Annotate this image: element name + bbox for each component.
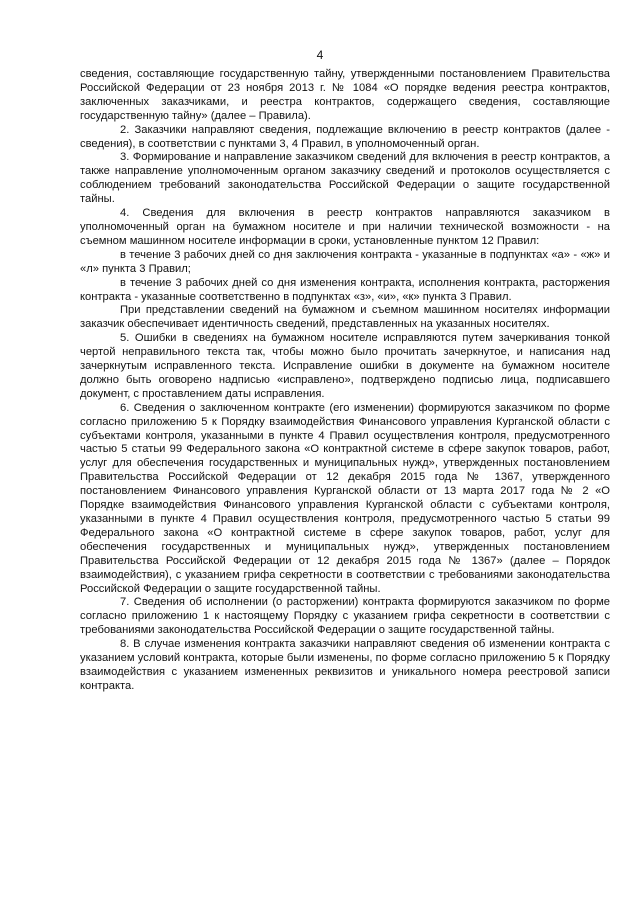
paragraph-6: 6. Сведения о заключенном контракте (его изменении) формируются заказчиком по форме согласно приложению 5 к Порядку взаимодействия Финансового управления Курганской области с субъектами контроля, указанными в пункте 4 Правил осуществления контроля, предусмотренного частью 5 статьи 99 Федерального закона «О контрактной системе в сфере закупок товаров, работ, услуг для обеспечения государственных и муниципальных нужд», утвержденных постановлением Правительства Российской Федерации от 12 декабря 2015 года № 1367, утвержденного постановлением Финансового управления Курганской области от 13 марта 2017 года № 2 «О Порядке взаимодействия Финансового управления Курганской области с субъектами контроля, указанными в пункте 4 Правил осуществления контроля, предусмотренного частью 5 статьи 99 Федерального закона «О контрактной системе в сфере закупок товаров, работ, услуг для обеспечения государственных и муниципальных нужд», утвержденных постановлением Правительства Российской Федерации от 12 декабря 2015 года № 1367» (далее – Порядок взаимодействия), с указанием грифа секретности в соответствии с требованиями законодательства Российской Федерации о защите государственной тайны.: [80, 401, 610, 595]
paragraph-4: 4. Сведения для включения в реестр контрактов направляются заказчиком в уполномоченный орган на бумажном носителе и при наличии технической возможности - на съемном машинном носителе информации в сроки, установленные пунктом 12 Правил:: [80, 207, 610, 247]
paragraph-8: 8. В случае изменения контракта заказчики направляют сведения об изменении контракта с указанием условий контракта, которые были изменены, по форме согласно приложению 5 к Порядку взаимодействия с указанием измененных реквизитов и уникального номера реестровой записи контракта.: [80, 638, 610, 692]
document-body: [80, 68, 610, 694]
paragraph-3: 3. Формирование и направление заказчиком сведений для включения в реестр контрактов, а также направление уполномоченным органом заказчику сведений и протоколов осуществляется с соблюдением требований законодательства Российской Федерации о защите государственной тайны.: [80, 151, 610, 206]
paragraph-5: 5. Ошибки в сведениях на бумажном носителе исправляются путем зачеркивания тонкой чертой неправильного текста так, чтобы можно было прочитать зачеркнутое, и написания над зачеркнутым исправленного текста. Исправление ошибки в документе на бумажном носителе должно быть оговорено надписью «исправлено», подтверждено подписью лица, подписавшего документ, с проставлением даты исправления.: [80, 332, 610, 400]
paragraph-2: 2. Заказчики направляют сведения, подлежащие включению в реестр контрактов (далее - сведения), в соответствии с пунктами 3, 4 Правил, в уполномоченный орган.: [80, 123, 610, 150]
page-number: 4: [316, 48, 324, 62]
paragraph-1-continuation: сведения, составляющие государственную тайну, утвержденными постановлением Правительства Российской Федерации от 23 ноября 2013 г. № 1084 «О порядке ведения реестра контрактов, заключенных заказчиками, и реестра контрактов, содержащего сведения, составляющие государственную тайну» (далее – Правила).: [80, 68, 610, 122]
paragraph-7: 7. Сведения об исполнении (о расторжении) контракта формируются заказчиком по форме согласно приложению 1 к настоящему Порядку с указанием грифа секретности в соответствии с требованиями законодательства Российской Федерации о защите государственной тайны.: [80, 596, 610, 637]
paragraph-4-item-1: в течение 3 рабочих дней со дня заключения контракта - указанные в подпунктах «а» - «ж» и «л» пункта 3 Правил;: [80, 248, 610, 275]
paragraph-4-item-2: в течение 3 рабочих дней со дня изменения контракта, исполнения контракта, расторжения контракта - указанные соответственно в подпунктах «з», «и», «к» пункта 3 Правил.: [80, 276, 610, 303]
paragraph-4-note: При представлении сведений на бумажном и съемном машинном носителях информации заказчик обеспечивает идентичность сведений, представленных на указанных носителях.: [80, 304, 610, 331]
